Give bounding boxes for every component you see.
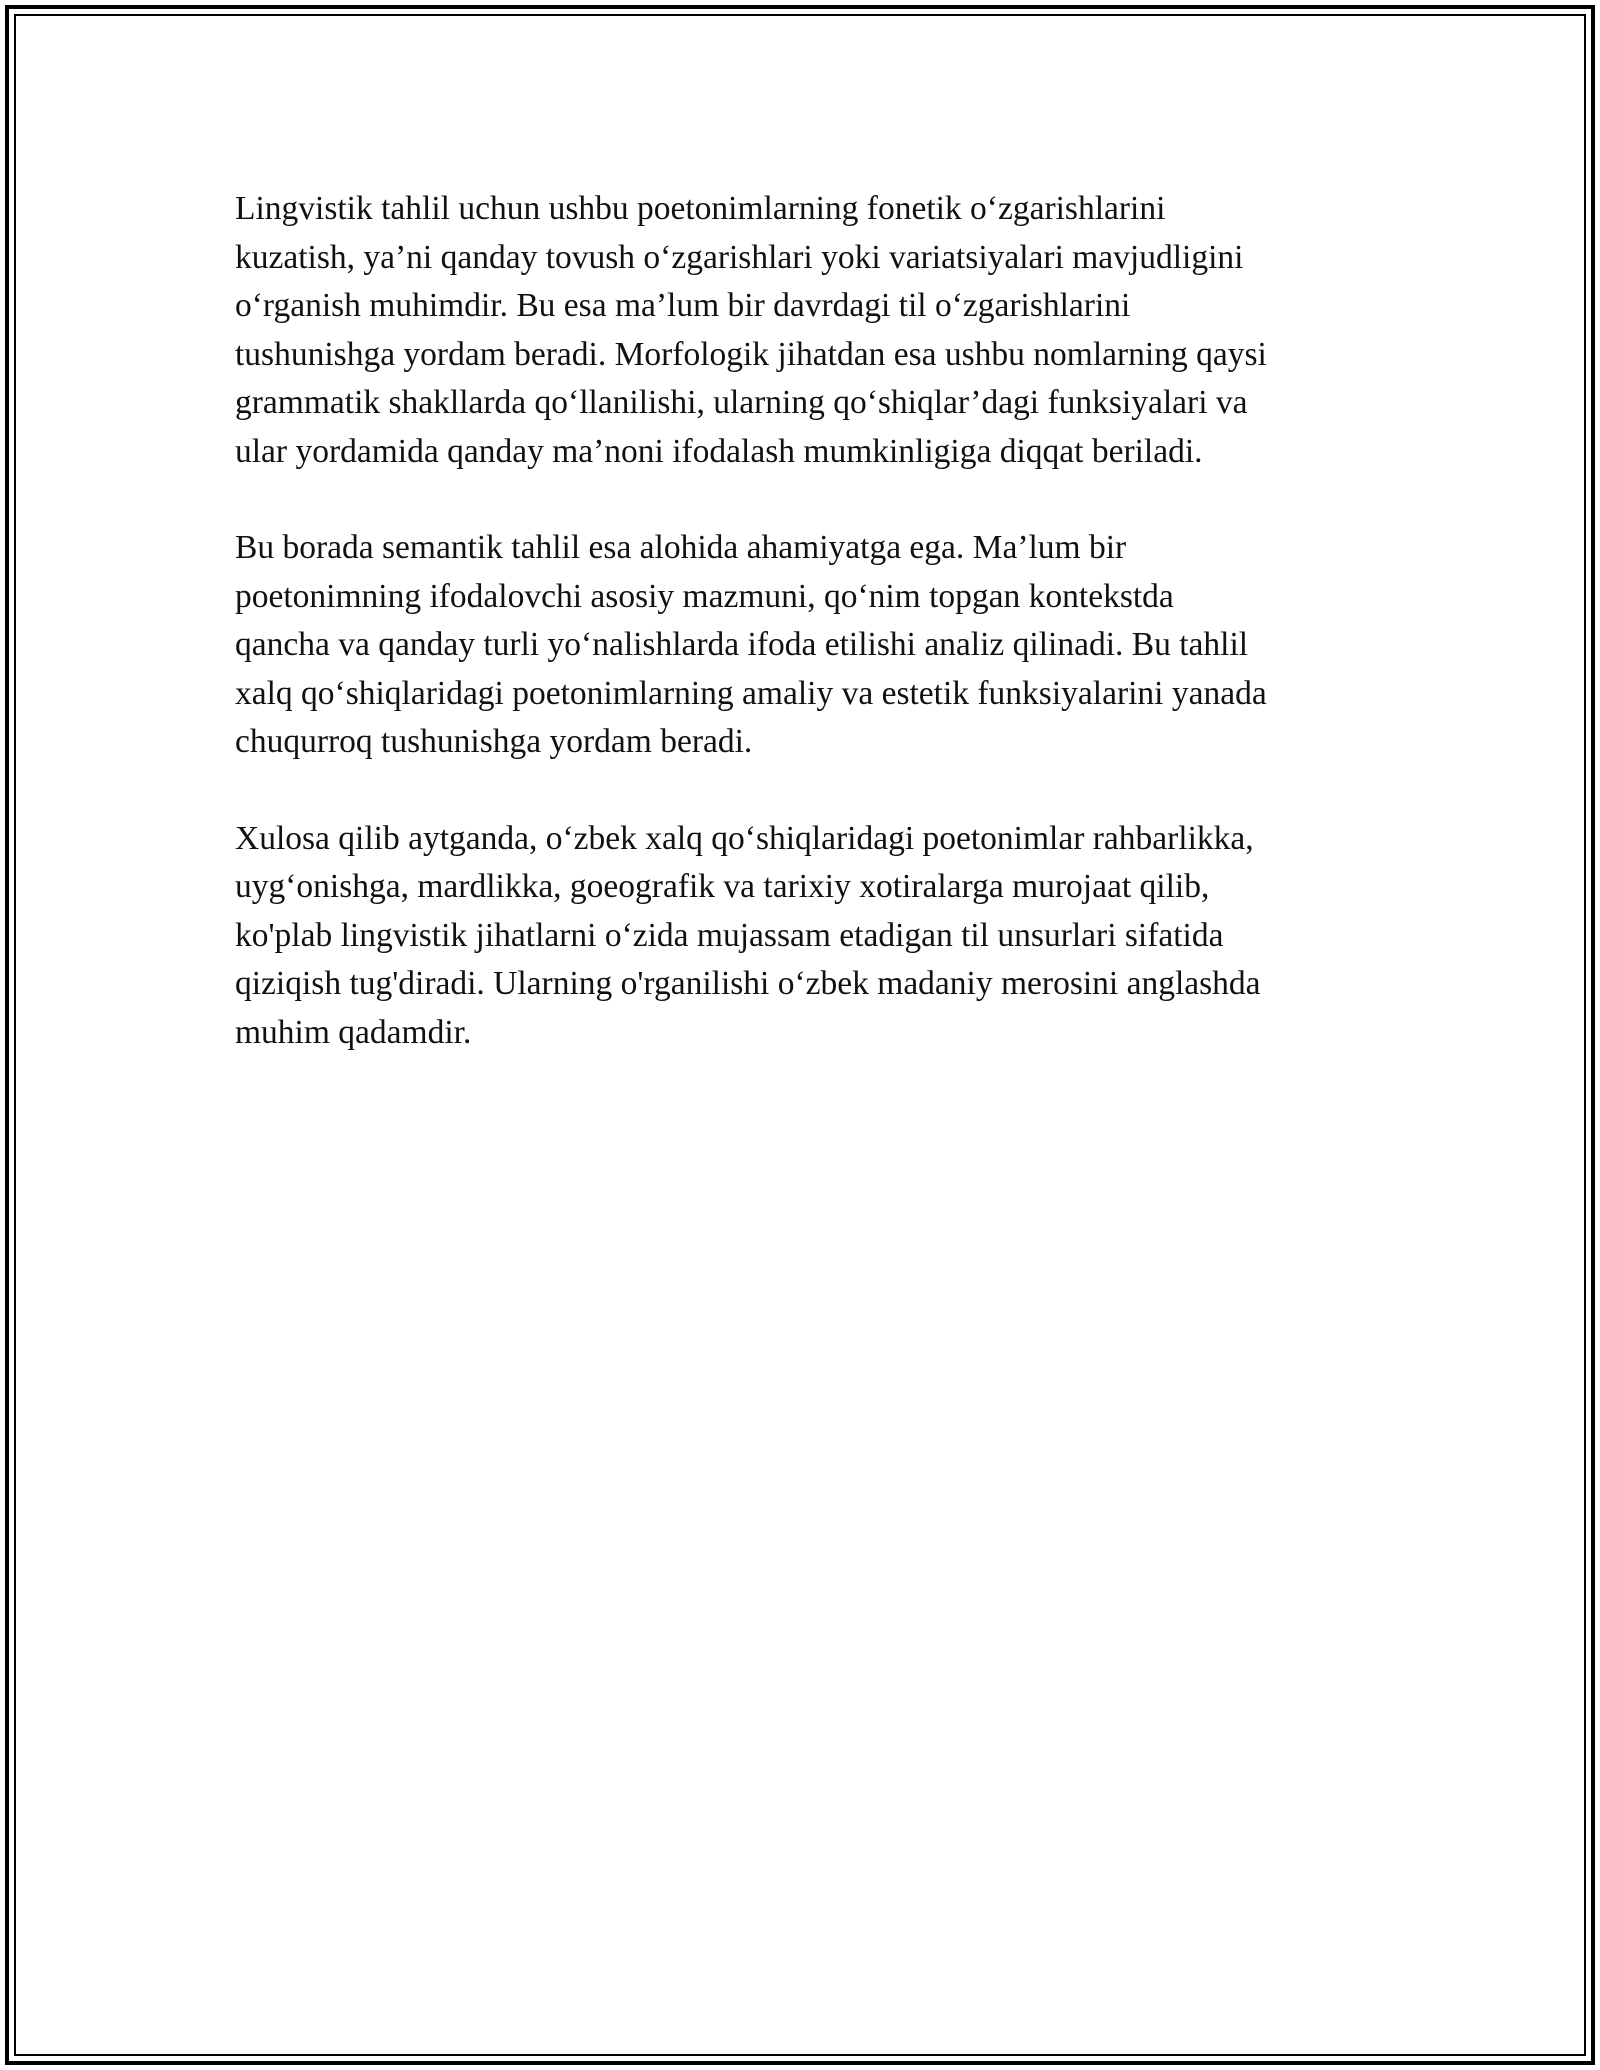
text-line: o‘rganish muhimdir. Bu esa ma’lum bir davrdagi til o‘zgarishlarini [235,287,1131,324]
text-line: kuzatish, ya’ni qanday tovush o‘zgarishlari yoki variatsiyalari mavjudligini [235,238,1244,276]
text-line: poetonimning ifodalovchi asosiy mazmuni, qo‘nim topgan kontekstda [235,577,1174,615]
text-line: ular yordamida qanday ma’noni ifodalash mumkinligiga diqqat beriladi. [235,432,1203,470]
text-line: grammatik shakllarda qo‘llanilishi, ularning qo‘shiqlar’dagi funksiyalari va [235,384,1248,421]
text-line: chuqurroq tushunishga yordam beradi. [235,723,753,760]
text-line: xalq qo‘shiqlaridagi poetonimlarning amaliy va estetik funksiyalarini yanada [235,674,1267,712]
text-line: qiziqish tug'diradi. Ularning o'rganilishi o‘zbek madaniy merosini anglashda [235,965,1261,1002]
text-line: muhim qadamdir. [235,1013,472,1051]
text-line: Xulosa qilib aytganda, o‘zbek xalq qo‘shiqlaridagi poetonimlar rahbarlikka, [235,819,1254,857]
paragraph-phonetic-morphological [235,185,1390,476]
text-line: qancha va qanday turli yo‘nalishlarda ifoda etilishi analiz qilinadi. Bu tahlil [235,626,1249,663]
text-line: ko'plab lingvistik jihatlarni o‘zida mujassam etadigan til unsurlari sifatida [235,916,1224,954]
text-line: tushunishga yordam beradi. Morfologik jihatdan esa ushbu nomlarning qaysi [235,335,1267,373]
text-line: Lingvistik tahlil uchun ushbu poetonimlarning fonetik o‘zgarishlarini [235,190,1166,227]
paragraph-semantic-analysis [235,524,1390,767]
text-line: uyg‘onishga, mardlikka, goeografik va tarixiy xotiralarga murojaat qilib, [235,868,1210,905]
text-line: Bu borada semantik tahlil esa alohida ahamiyatga ega. Ma’lum bir [235,529,1127,566]
document-body [235,185,1390,1105]
paragraph-conclusion [235,815,1390,1058]
